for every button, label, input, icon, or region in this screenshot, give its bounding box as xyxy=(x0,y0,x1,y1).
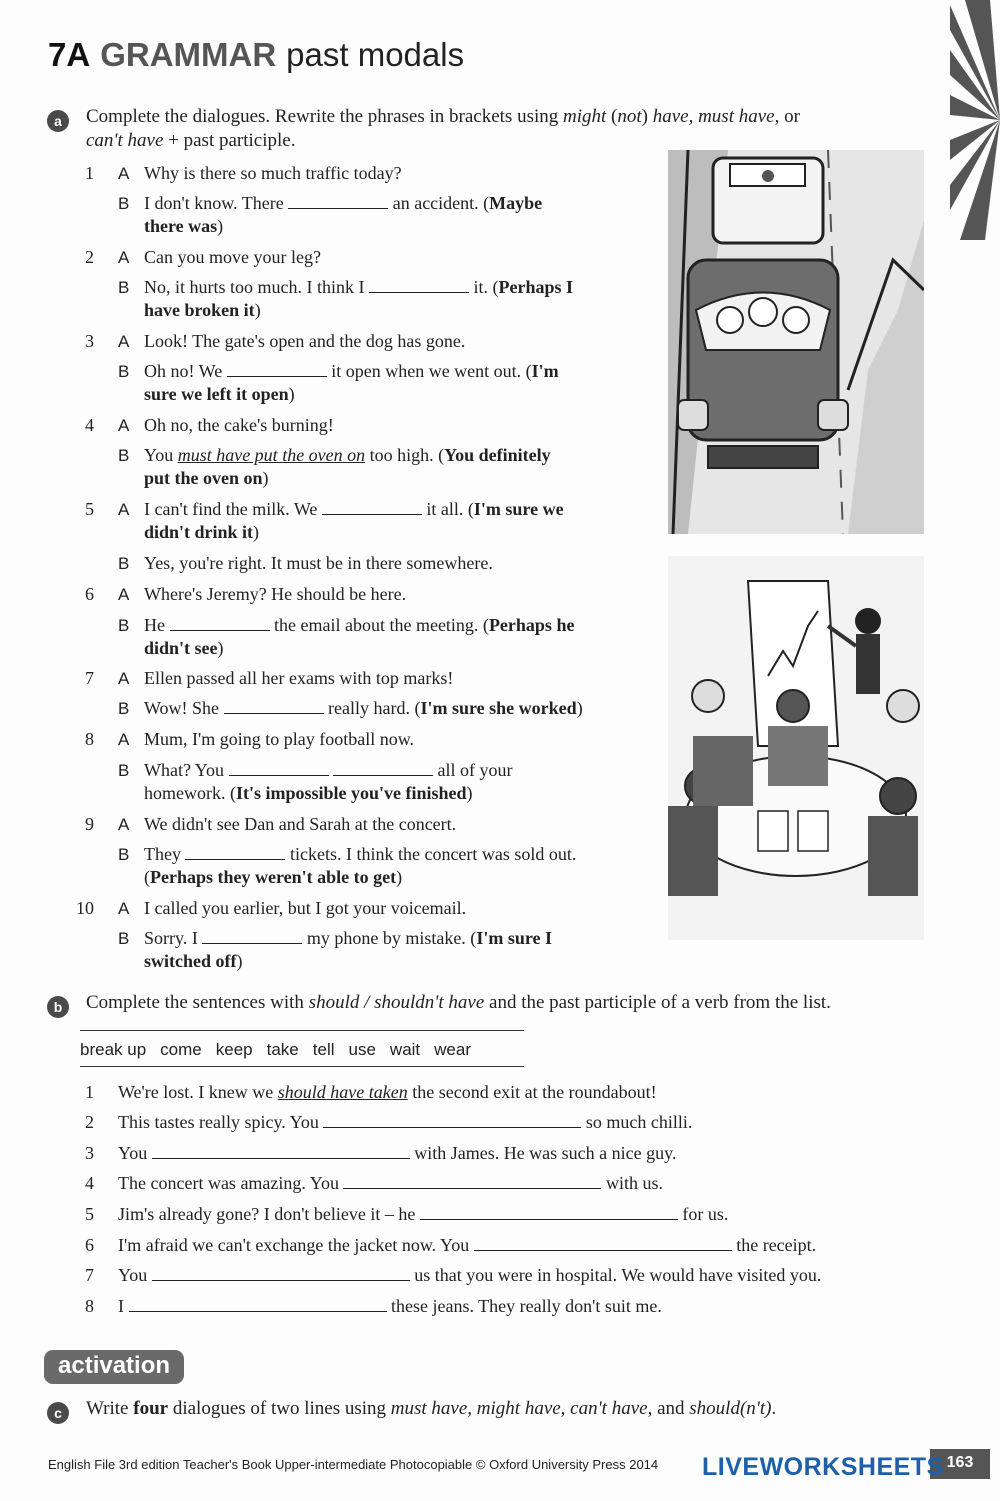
exercise-b-badge: b xyxy=(47,996,69,1018)
word-item: tell xyxy=(312,1040,335,1059)
footer-credit: English File 3rd edition Teacher's Book Upper-intermediate Photocopiable © Oxford University Press 2014 xyxy=(48,1457,659,1472)
word-list xyxy=(80,1030,524,1067)
section-label: GRAMMAR xyxy=(100,36,277,73)
answer-blank[interactable] xyxy=(202,928,302,944)
word-item: wait xyxy=(389,1040,421,1059)
answer-blank[interactable] xyxy=(152,1143,410,1159)
answer-blank[interactable] xyxy=(170,615,270,631)
answer-blank[interactable] xyxy=(227,361,327,377)
page-title xyxy=(48,36,464,75)
answer-blank[interactable] xyxy=(343,1173,601,1189)
exercise-a-badge: a xyxy=(47,110,69,132)
word-item: keep xyxy=(215,1040,253,1059)
answer-blank[interactable] xyxy=(224,698,324,714)
answer-blank[interactable] xyxy=(323,1112,581,1128)
answer-blank[interactable] xyxy=(333,760,433,776)
topic-label: past modals xyxy=(286,36,465,73)
answer-blank[interactable] xyxy=(420,1204,678,1220)
exercise-b-instruction: Complete the sentences with should / shouldn't have and the past participle of a verb from the list. xyxy=(86,992,831,1013)
meeting-illustration xyxy=(668,556,924,940)
exercise-a-instruction: Complete the dialogues. Rewrite the phrases in brackets using might (not) have, must have, or can't have + past participle. xyxy=(86,106,800,151)
answer-blank[interactable] xyxy=(474,1235,732,1251)
answer-blank[interactable] xyxy=(185,844,285,860)
answer-blank[interactable] xyxy=(129,1296,387,1312)
exercise-c-badge: c xyxy=(47,1402,69,1424)
unit-number: 7A xyxy=(48,36,91,73)
answer-blank[interactable] xyxy=(322,499,422,515)
example-answer: must have put the oven on xyxy=(177,445,366,465)
answer-blank[interactable] xyxy=(288,193,388,209)
sunburst-decoration xyxy=(950,0,1000,240)
example-answer: should have taken xyxy=(277,1082,408,1102)
answer-blank[interactable] xyxy=(369,277,469,293)
activation-label: activation xyxy=(44,1350,184,1384)
page-number: 163 xyxy=(930,1449,990,1479)
traffic-jam-illustration xyxy=(668,150,924,534)
word-item: come xyxy=(160,1040,202,1059)
word-item: break up xyxy=(80,1040,147,1059)
answer-blank[interactable] xyxy=(152,1265,410,1281)
word-item: take xyxy=(266,1040,299,1059)
liveworksheets-logo[interactable]: LIVEWORKSHEETS xyxy=(702,1453,944,1481)
exercise-c-instruction: Write four dialogues of two lines using must have, might have, can't have, and should(n't). xyxy=(86,1398,777,1419)
word-item: use xyxy=(348,1040,376,1059)
answer-blank[interactable] xyxy=(229,760,329,776)
word-item: wear xyxy=(434,1040,472,1059)
